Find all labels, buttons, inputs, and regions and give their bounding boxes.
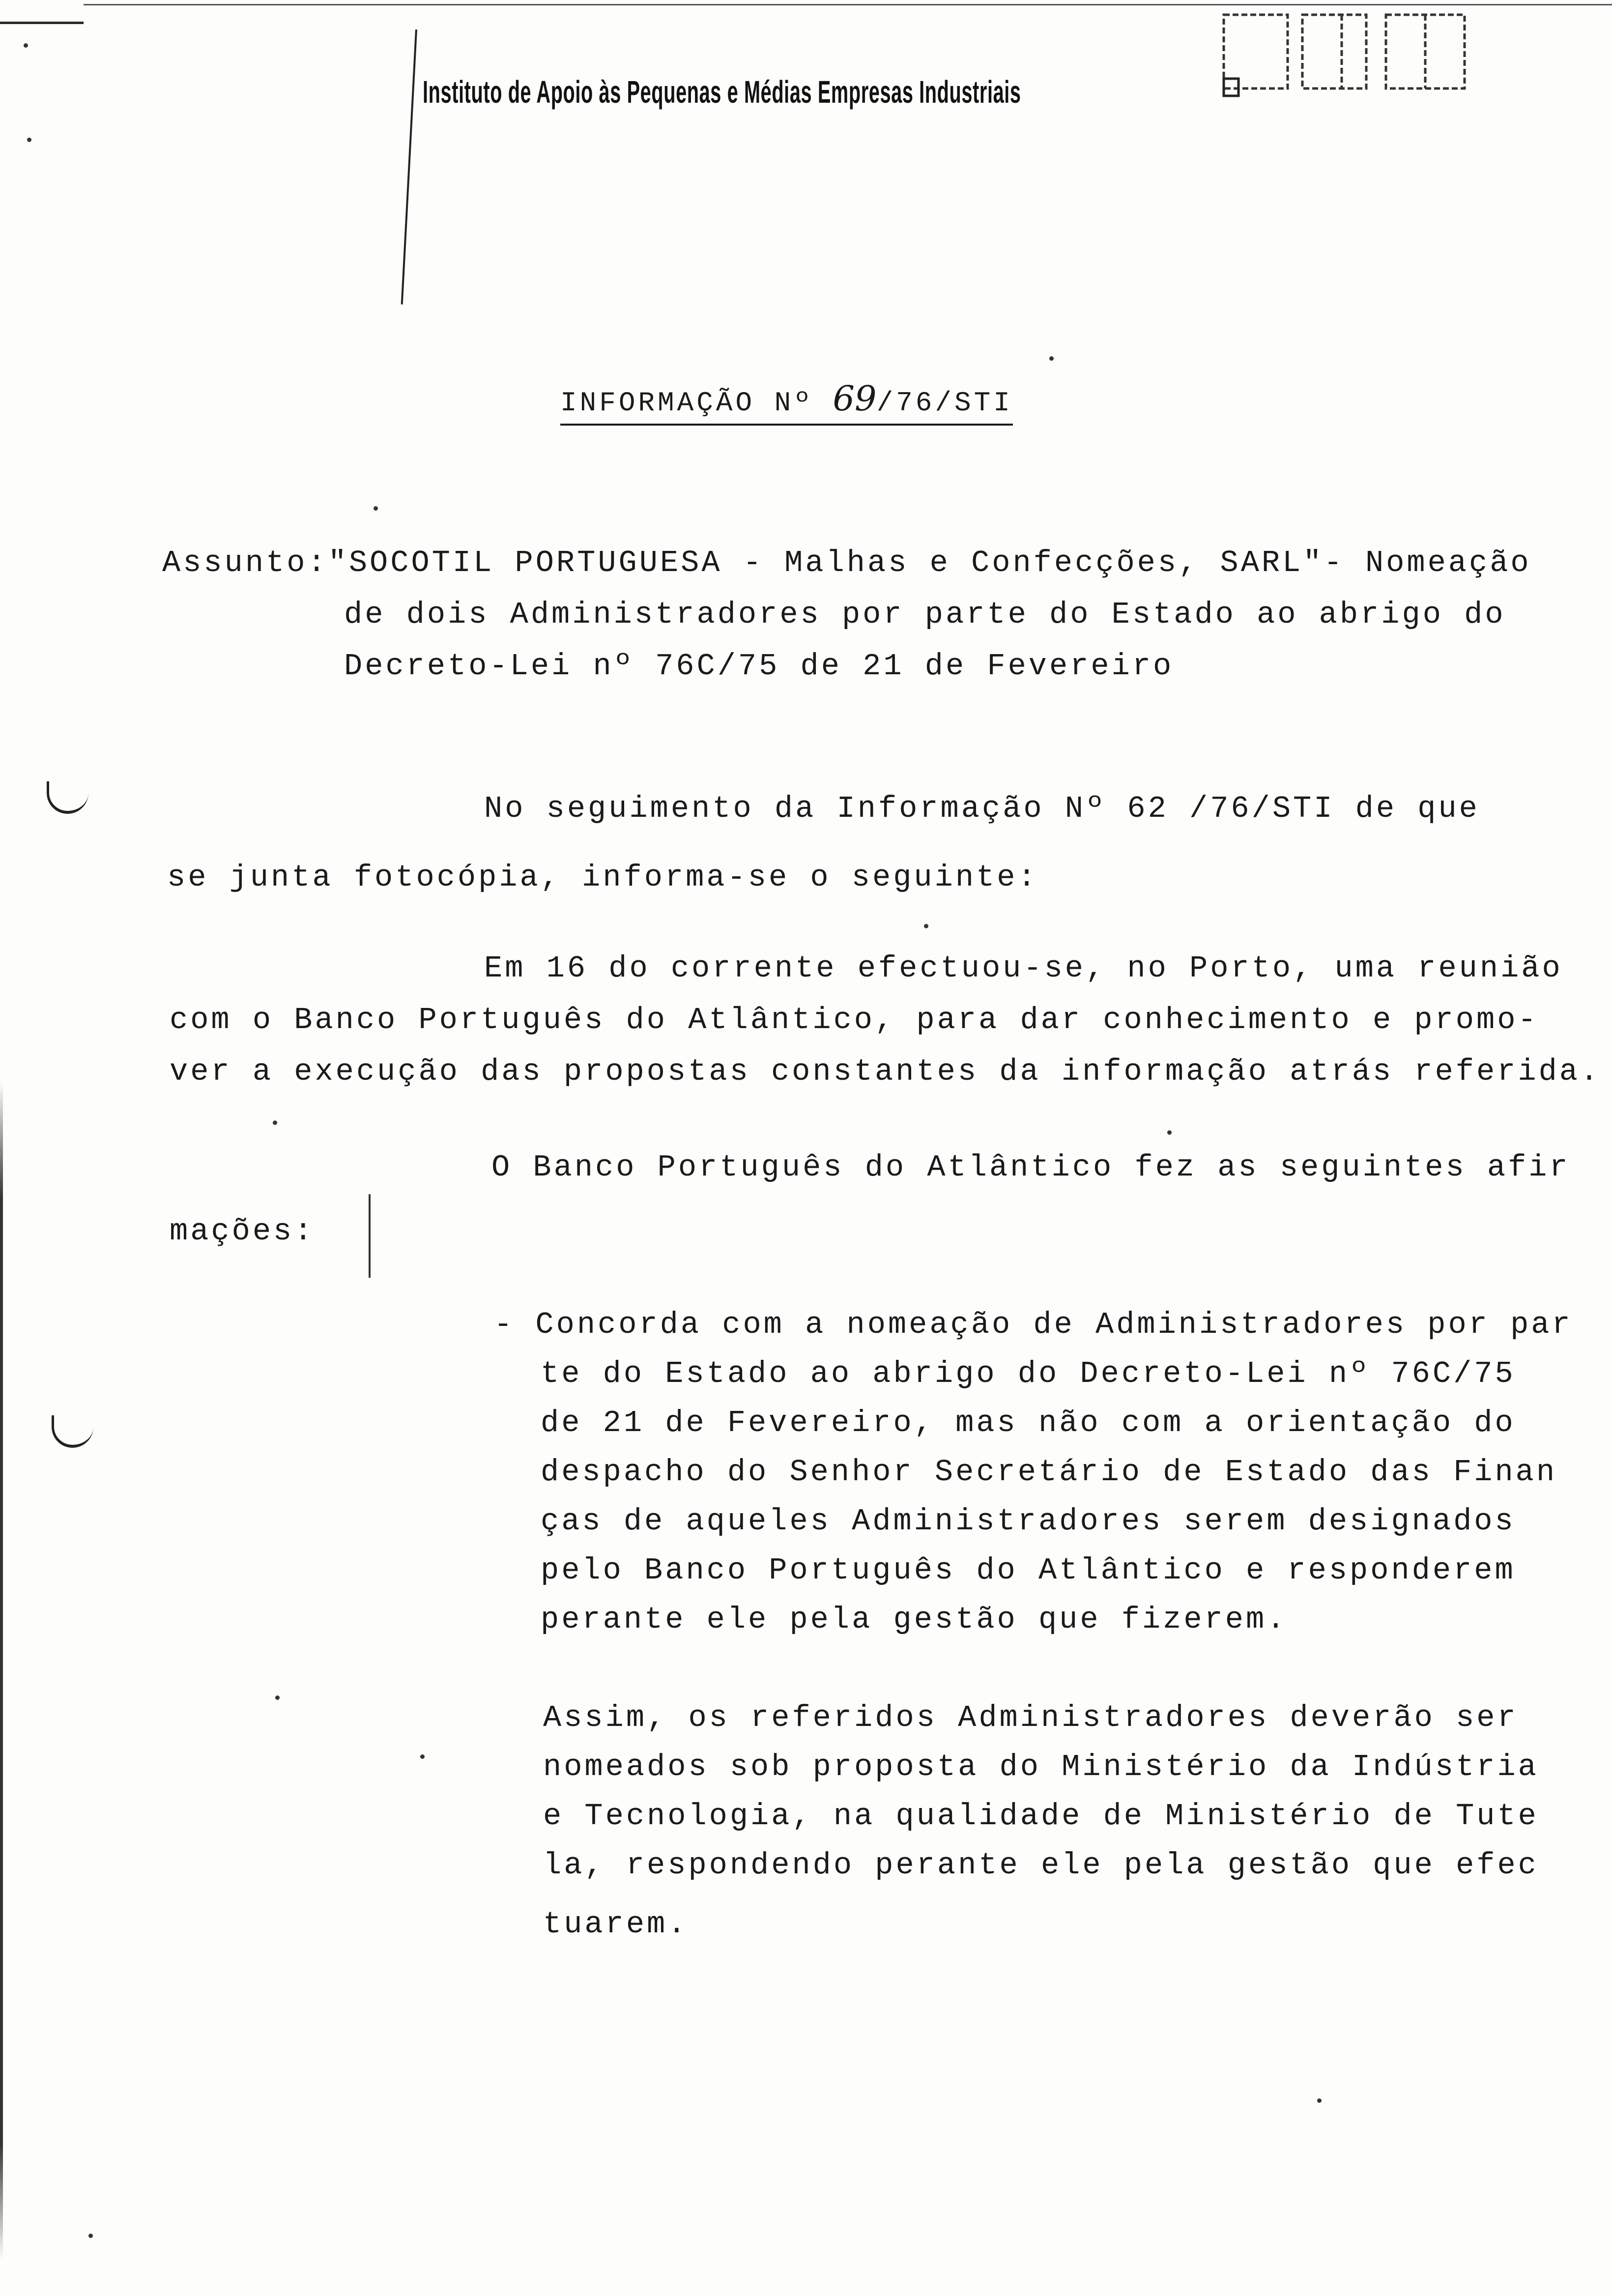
bullet-line: de 21 de Fevereiro, mas não com a orientação do bbox=[541, 1406, 1516, 1440]
scan-edge-mark bbox=[0, 22, 84, 24]
subject-line: Assunto:"SOCOTIL PORTUGUESA - Malhas e Confecções, SARL"- Nomeação bbox=[162, 545, 1531, 580]
institution-logo bbox=[1219, 10, 1474, 108]
scan-speck bbox=[420, 1754, 425, 1759]
scan-speck bbox=[374, 506, 378, 511]
title-suffix: /76/STI bbox=[876, 387, 1013, 419]
bullet-line: perante ele pela gestão que fizerem. bbox=[541, 1602, 1288, 1637]
paragraph-line: mações: bbox=[170, 1214, 315, 1249]
title-number: 69 bbox=[833, 378, 877, 419]
bullet-line: ças de aqueles Administradores serem designados bbox=[541, 1504, 1516, 1539]
bullet-line: despacho do Senhor Secretário de Estado das Finan bbox=[541, 1455, 1557, 1490]
paragraph-line: O Banco Português do Atlântico fez as seguintes afir bbox=[491, 1150, 1570, 1185]
bullet-line: pelo Banco Português do Atlântico e responderem bbox=[541, 1553, 1516, 1588]
paragraph-line: tuarem. bbox=[543, 1907, 689, 1942]
scan-speck bbox=[1049, 356, 1054, 361]
institution-header: Instituto de Apoio às Pequenas e Médias Empresas Industriais bbox=[423, 74, 1021, 110]
bullet-line: - Concorda com a nomeação de Administradores por par bbox=[494, 1307, 1573, 1342]
scan-top-edge bbox=[84, 4, 1612, 5]
scan-speck bbox=[1167, 1130, 1172, 1135]
paragraph-line: la, respondendo perante ele pela gestão que efec bbox=[543, 1848, 1539, 1883]
scan-speck bbox=[1317, 2098, 1322, 2103]
bullet-line: te do Estado ao abrigo do Decreto-Lei nº 76C/75 bbox=[541, 1356, 1516, 1391]
scan-left-edge bbox=[0, 1081, 3, 2261]
scan-speck bbox=[88, 2234, 93, 2238]
scan-speck bbox=[273, 1120, 277, 1125]
paragraph-line: com o Banco Português do Atlântico, para dar conhecimento e promo- bbox=[170, 1003, 1539, 1037]
margin-mark bbox=[52, 1415, 93, 1448]
margin-mark bbox=[47, 781, 88, 814]
paragraph-line: nomeados sob proposta do Ministério da Indústria bbox=[543, 1750, 1539, 1784]
scan-speck bbox=[275, 1695, 280, 1700]
document-title bbox=[560, 378, 1013, 426]
title-prefix: INFORMAÇÃO Nº bbox=[560, 387, 813, 419]
subject-line: Decreto-Lei nº 76C/75 de 21 de Fevereiro bbox=[344, 649, 1174, 684]
scan-speck bbox=[924, 924, 928, 928]
subject-line: de dois Administradores por parte do Estado ao abrigo do bbox=[344, 597, 1506, 632]
paragraph-line: ver a execução das propostas constantes da informação atrás referida. bbox=[170, 1054, 1601, 1089]
margin-line bbox=[401, 29, 417, 304]
paragraph-line: Em 16 do corrente efectuou-se, no Porto, uma reunião bbox=[484, 951, 1563, 986]
scan-speck bbox=[24, 43, 28, 48]
paragraph-line: se junta fotocópia, informa-se o seguinte: bbox=[167, 860, 1038, 895]
scan-speck bbox=[27, 138, 31, 142]
paragraph-line: No seguimento da Informação Nº 62 /76/STI de que bbox=[484, 791, 1480, 826]
paragraph-line: Assim, os referidos Administradores deverão ser bbox=[543, 1700, 1518, 1735]
margin-mark bbox=[369, 1194, 371, 1278]
paragraph-line: e Tecnologia, na qualidade de Ministério de Tute bbox=[543, 1799, 1539, 1834]
